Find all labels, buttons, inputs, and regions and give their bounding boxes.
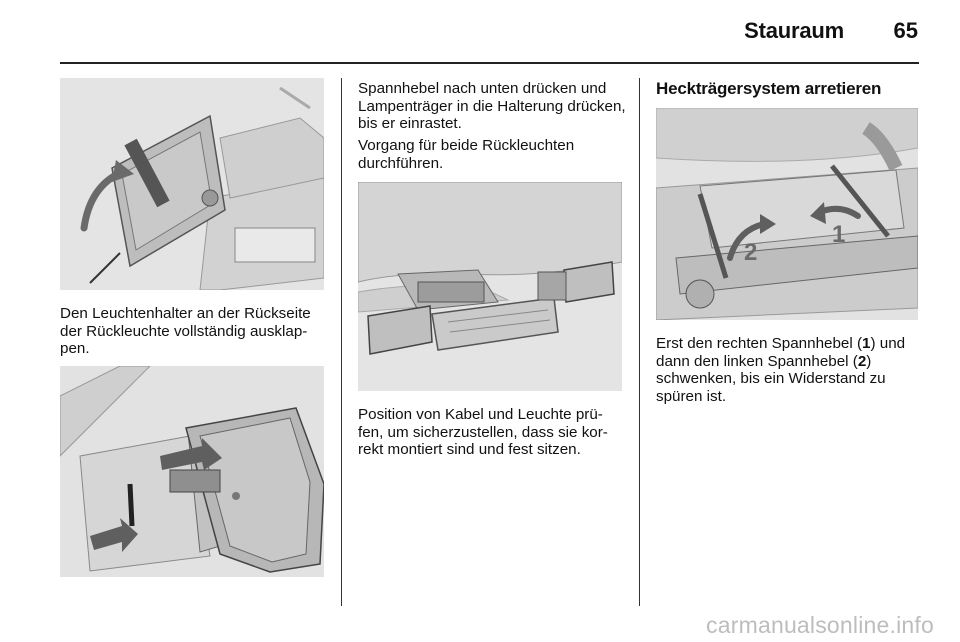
step-press-lever: Spannhebel nach unten drücken und Lampenträger in die Halterung drücken, bis er einrastet. (358, 80, 626, 132)
illustration-mounted-lamps (358, 182, 622, 391)
callout-label-1: 1 (832, 221, 846, 248)
section-title: Stauraum (744, 18, 844, 43)
page-header (0, 0, 960, 64)
illustration-insert-carrier (60, 366, 324, 577)
lever-marker-1: 1 (862, 335, 871, 352)
lever-marker-2: 2 (857, 352, 867, 370)
lock-carrier-drawing (656, 108, 918, 320)
instruction-text-part: Erst den rechten Spannhebel ( (656, 335, 863, 352)
instruction-text-part: ) schwenken, bis ein Widerstand zu spüren ist. (656, 352, 886, 405)
callout-label-2: 2 (744, 239, 758, 266)
caption-unfold-holder: Den Leuchtenhalter an der Rückseite der Rückleuchte vollständig ausklap-pen. (60, 305, 311, 357)
step-repeat-both: Vorgang für beide Rückleuchten durchführen. (358, 137, 575, 172)
instruction-text-part: ) und dann den linken Spannhebel ( (656, 335, 906, 370)
carrier-insert-drawing (60, 366, 324, 577)
step-check-position: Position von Kabel und Leuchte prü-fen, um sicherzustellen, dass sie kor-rekt montiert sind und fest sitzen. (358, 406, 608, 458)
watermark: carmanualsonline.info (706, 612, 934, 638)
section-heading: Heckträgersystem arretieren (656, 79, 882, 98)
header-divider (60, 62, 919, 64)
illustration-lamp-holder-unfold (60, 78, 324, 290)
page-number: 65 (893, 18, 918, 43)
instruction-lock-levers (656, 335, 926, 405)
illustration-lock-carrier (656, 108, 918, 320)
column-divider-2 (639, 78, 640, 606)
mounted-lamps-drawing (358, 182, 622, 391)
column-divider-1 (341, 78, 342, 606)
lamp-holder-drawing (60, 78, 324, 290)
